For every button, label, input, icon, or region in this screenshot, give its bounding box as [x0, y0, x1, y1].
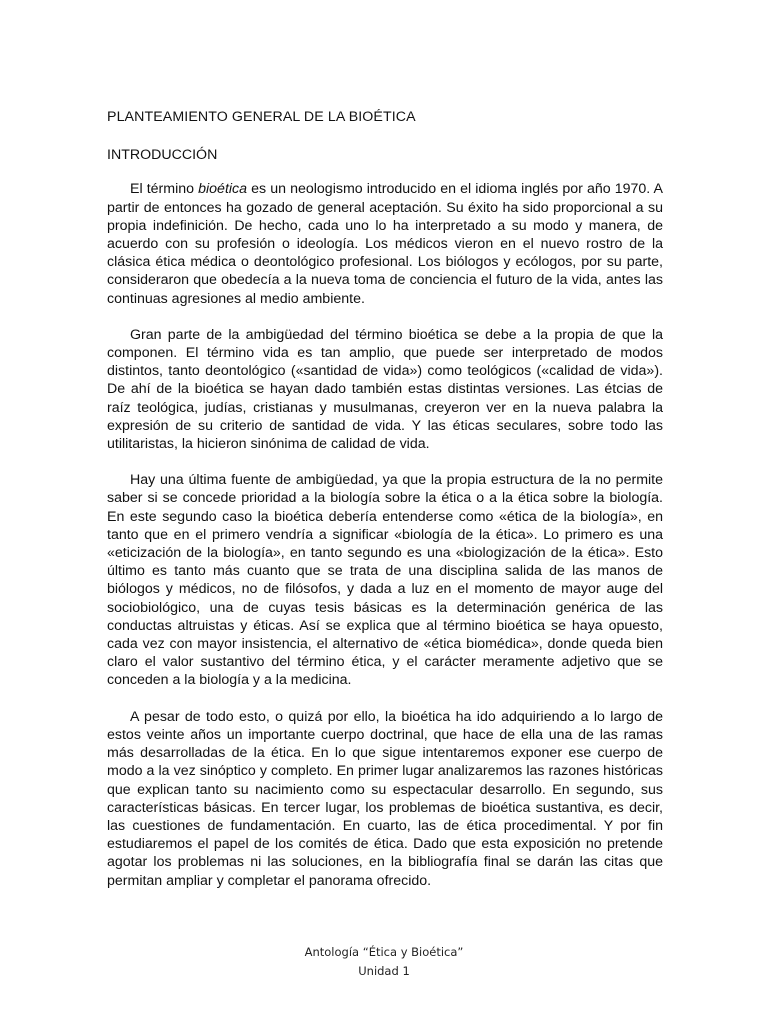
italic-term: bioética	[198, 181, 248, 198]
document-body	[107, 108, 663, 908]
paragraph-3: Hay una última fuente de ambigüedad, ya que la propia estructura de la no permite saber si se concede prioridad a la biología sobre la ética o a la ética sobre la biología. En este segundo caso la bioética debería entenderse como «ética de la biología», en tanto que en el primero vendría a significar «biología de la ética». Lo primero es una «eticización de la biología», en tanto segundo es una «biologización de la ética». Esto último es tanto más cuanto que se trata de una disciplina salida de las manos de biólogos y médicos, no de filósofos, y dada a luz en el momento de mayor auge del sociobiológico, una de cuyas tesis básicas es la determinación genérica de las conductas altruistas y éticas. Así se explica que al término bioética se haya opuesto, cada vez con mayor insistencia, el alternativo de «ética biomédica», donde queda bien claro el valor sustantivo del término ética, y el carácter meramente adjetivo que se conceden a la biología y a la medicina.	[107, 472, 663, 689]
paragraph-2: Gran parte de la ambigüedad del término bioética se debe a la propia de que la componen. El término vida es tan amplio, que puede ser interpretado de modos distintos, tanto deontológico («santidad de vida») como teológicos («calidad de vida»). De ahí de la bioética se hayan dado también estas distintas versiones. Las étcias de raíz teológica, judías, cristianas y musulmanas, creyeron ver en la nueva palabra la expresión de su criterio de santidad de vida. Y las éticas seculares, sobre todo las utilitaristas, la hicieron sinónima de calidad de vida.	[107, 326, 663, 453]
footer-anthology-title: Antología “Ética y Bioética”	[304, 945, 464, 959]
page-footer	[0, 943, 768, 981]
document-title: PLANTEAMIENTO GENERAL DE LA BIOÉTICA	[107, 109, 416, 125]
paragraph-1-start: El término	[130, 181, 199, 198]
section-heading: INTRODUCCIÓN	[107, 147, 218, 164]
paragraph-4: A pesar de todo esto, o quizá por ello, la bioética ha ido adquiriendo a lo largo de estos veinte años un importante cuerpo doctrinal, que hace de ella una de las ramas más desarrolladas de la ética. En lo que sigue intentaremos exponer ese cuerpo de modo a la vez sinóptico y completo. En primer lugar analizaremos las razones históricas que explican tanto su nacimiento como su espectacular desarrollo. En segundo, sus características básicas. En tercer lugar, los problemas de bioética sustantiva, es decir, las cuestiones de fundamentación. En cuarto, las de ética procedimental. Y por fin estudiaremos el papel de los comités de ética. Dado que esta exposición no pretende agotar los problemas ni las soluciones, en la bibliografía final se darán las citas que permitan ampliar y completar el panorama ofrecido.	[107, 708, 663, 889]
paragraph-1-rest: es un neologismo introducido en el idioma inglés por año 1970. A partir de entonces ha gozado de general aceptación. Su éxito ha sido proporcional a su propia indefinición. De hecho, cada uno lo ha interpretado a su modo y manera, de acuerdo con su profesión o ideología. Los médicos vieron en el nuevo rostro de la clásica ética médica o deontológico profesional. Los biólogos y ecólogos, por su parte, consideraron que obedecía a la nueva toma de conciencia el futuro de la vida, antes las continuas agresiones al medio ambiente.	[107, 181, 663, 307]
footer-unit: Unidad 1	[358, 964, 410, 978]
paragraph-1	[107, 180, 663, 307]
